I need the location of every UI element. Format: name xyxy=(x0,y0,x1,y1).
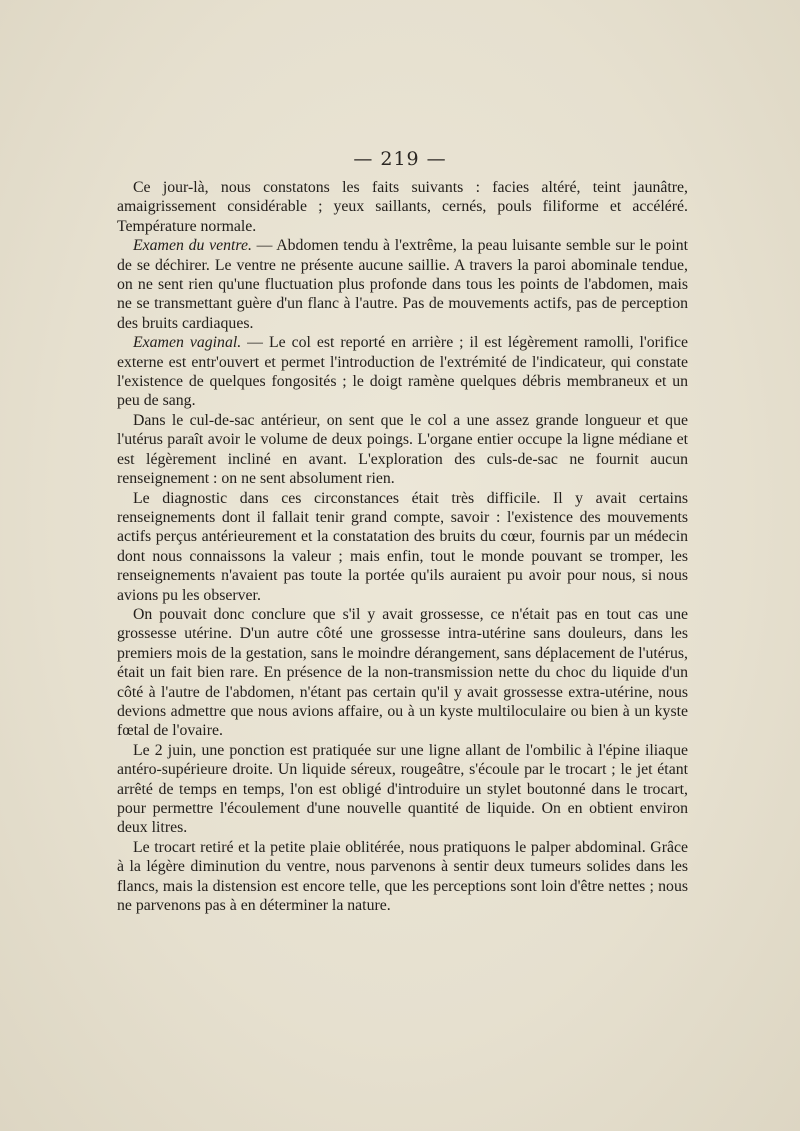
paragraph-2-heading: Examen du ventre. xyxy=(133,237,252,255)
paragraph-4-text: Dans le cul-de-sac antérieur, on sent que le col a une assez grande longueur et que l'utérus paraît avoir le volume de deux poings. L'organe entier occupe la ligne médiane et est légèrement incliné en avant. L'exploration des culs-de-sac ne fournit aucun renseignement : on ne sent absolument rien. xyxy=(117,411,688,488)
paragraph-1-text: Ce jour-là, nous constatons les faits suivants : facies altéré, teint jaunâtre, amaigrissement considérable ; yeux saillants, cernés, pouls filiforme et accéléré. Température normale. xyxy=(117,179,688,235)
paragraph-8-text: Le trocart retiré et la petite plaie oblitérée, nous pratiquons le palper abdominal. Grâce à la légère diminution du ventre, nous parvenons à sentir deux tumeurs solides dans les flancs, mais la distension est encore telle, que les perceptions sont loin d'être nettes ; nous ne parvenons pas à en déterminer la nature. xyxy=(117,838,688,915)
paragraph-7 xyxy=(117,741,688,838)
paragraph-6 xyxy=(117,605,688,741)
paragraph-5 xyxy=(117,489,688,605)
paragraph-8 xyxy=(117,838,688,916)
body-text xyxy=(117,178,688,915)
paragraph-2 xyxy=(117,236,688,333)
paragraph-3-heading: Examen vaginal. xyxy=(133,334,242,352)
page-number: — 219 — xyxy=(353,148,447,170)
paragraph-5-text: Le diagnostic dans ces circonstances était très difficile. Il y avait certains renseignements dont il fallait tenir grand compte, savoir : l'existence des mouvements actifs perçus antérieurement et la constatation des bruits du cœur, fournis par un médecin dont nous connaissons la valeur ; mais enfin, tout le monde pouvant se tromper, les renseignements n'avaient pas toute la portée qu'ils auraient pu avoir pour nous, si nous avions pu les observer. xyxy=(117,489,688,604)
paragraph-3 xyxy=(117,333,688,411)
paragraph-6-text: On pouvait donc conclure que s'il y avait grossesse, ce n'était pas en tout cas une grossesse utérine. D'un autre côté une grossesse intra-utérine sans douleurs, dans les premiers mois de la gestation, sans le moindre dérangement, sans déplacement de l'utérus, était un fait bien rare. En présence de la non-transmission nette du choc du liquide d'un côté à l'autre de l'abdomen, n'étant pas certain qu'il y avait grossesse extra-utérine, nous devions admettre que nous avions affaire, ou à un kyste multiloculaire ou bien à un kyste fœtal de l'ovaire. xyxy=(117,605,688,740)
paragraph-2-text: — Abdomen tendu à l'extrême, la peau luisante semble sur le point de se déchirer. Le ventre ne présente aucune saillie. A travers la paroi abominale tendue, on ne sent rien qu'une fluctuation plus profonde dans tous les points de l'abdomen, mais ne se transmettant guère d'un flanc à l'autre. Pas de mouvements actifs, pas de perception des bruits cardiaques. xyxy=(117,237,689,332)
paragraph-3-text: — Le col est reporté en arrière ; il est légèrement ramolli, l'orifice externe est entr'ouvert et permet l'introduction de l'extrémité de l'indicateur, qui constate l'existence de quelques fongosités ; le doigt ramène quelques débris membraneux et un peu de sang. xyxy=(117,334,688,410)
paragraph-4 xyxy=(117,411,688,489)
paragraph-1 xyxy=(117,178,688,236)
paragraph-7-text: Le 2 juin, une ponction est pratiquée sur une ligne allant de l'ombilic à l'épine iliaque antéro-supérieure droite. Un liquide séreux, rougeâtre, s'écoule par le trocart ; le jet étant arrêté de temps en temps, l'on est obligé d'introduire un stylet boutonné dans le trocart, pour permettre l'écoulement d'une nouvelle quantité de liquide. On en obtient environ deux litres. xyxy=(117,741,688,837)
